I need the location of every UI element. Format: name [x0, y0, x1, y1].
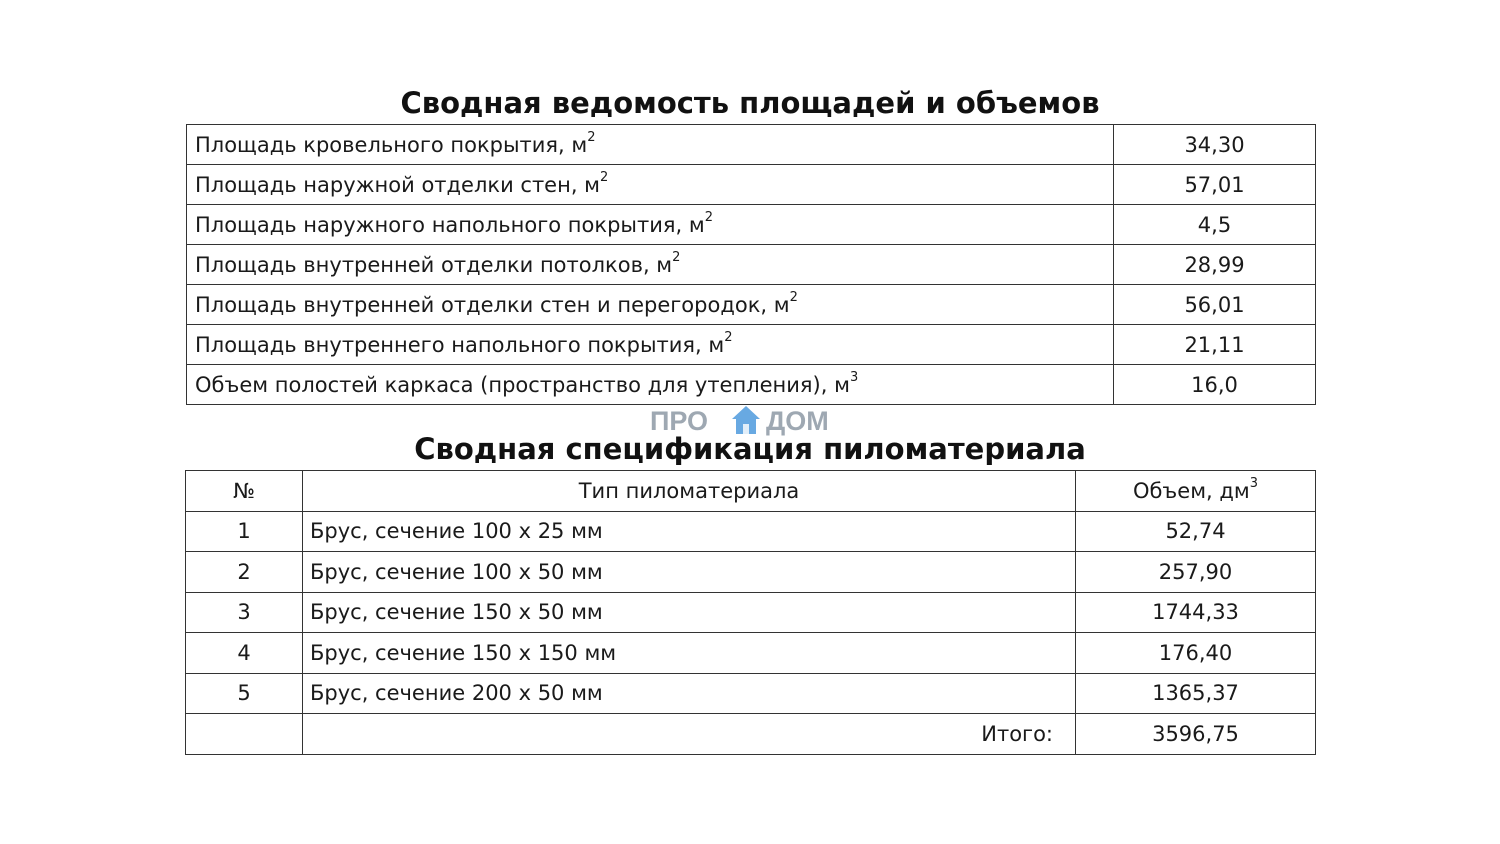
area-value: 4,5: [1114, 205, 1316, 245]
unit-power: 2: [704, 209, 713, 225]
table-row: [186, 552, 1316, 593]
table-row: [187, 125, 1316, 165]
area-value: 34,30: [1114, 125, 1316, 165]
table-total-row: [186, 714, 1316, 755]
table-row: [186, 673, 1316, 714]
lumber-volume: 1744,33: [1076, 592, 1316, 633]
unit-power: 2: [587, 129, 596, 145]
area-label: Площадь наружной отделки стен, $м^2$: [187, 165, 1114, 205]
table-row: [186, 511, 1316, 552]
area-label: Площадь внутренней отделки стен и перегородок, $м^2$: [187, 285, 1114, 325]
unit-power: 2: [600, 169, 609, 185]
watermark-left-text: ПРО: [650, 406, 709, 436]
unit-power: 2: [672, 249, 681, 265]
table-row: [187, 285, 1316, 325]
table-header-row: [186, 471, 1316, 512]
area-label: Площадь наружного напольного покрытия, $м^2$: [187, 205, 1114, 245]
empty-cell: [186, 714, 303, 755]
lumber-type: Брус, сечение 200 х 50 мм: [303, 673, 1076, 714]
area-value: 28,99: [1114, 245, 1316, 285]
table-row: [187, 165, 1316, 205]
header-type: Тип пиломатериала: [303, 471, 1076, 512]
total-value: 3596,75: [1076, 714, 1316, 755]
unit-power: 2: [789, 289, 798, 305]
lumber-volume: 176,40: [1076, 633, 1316, 674]
area-label: Площадь внутренней отделки потолков, $м^2$: [187, 245, 1114, 285]
lumber-type: Брус, сечение 100 х 25 мм: [303, 511, 1076, 552]
lumber-type: Брус, сечение 100 х 50 мм: [303, 552, 1076, 593]
lumber-title: Сводная спецификация пиломатериала: [414, 432, 1086, 466]
table-row: [186, 592, 1316, 633]
unit-power: 2: [724, 329, 733, 345]
unit-power: 3: [1249, 475, 1259, 491]
total-label: Итого:: [303, 714, 1076, 755]
table-row: [187, 245, 1316, 285]
row-num: 5: [186, 673, 303, 714]
area-label: Площадь внутреннего напольного покрытия, $м^2$: [187, 325, 1114, 365]
table-row: [186, 633, 1316, 674]
unit-power: 3: [849, 369, 859, 385]
table-row: [187, 205, 1316, 245]
area-value: 16,0: [1114, 365, 1316, 405]
table-row: [187, 365, 1316, 405]
area-label: Объем полостей каркаса (пространство для утепления), $м^3$: [187, 365, 1114, 405]
area-value: 21,11: [1114, 325, 1316, 365]
header-volume: Объем, $дм^3$: [1076, 471, 1316, 512]
areas-table: [186, 124, 1316, 405]
lumber-volume: 1365,37: [1076, 673, 1316, 714]
row-num: 1: [186, 511, 303, 552]
lumber-volume: 257,90: [1076, 552, 1316, 593]
areas-title: Сводная ведомость площадей и объемов: [400, 86, 1100, 120]
watermark-right-text: ДОМ: [766, 406, 829, 436]
lumber-type: Брус, сечение 150 х 150 мм: [303, 633, 1076, 674]
area-value: 57,01: [1114, 165, 1316, 205]
lumber-table: [185, 470, 1316, 755]
area-value: 56,01: [1114, 285, 1316, 325]
row-num: 3: [186, 592, 303, 633]
area-label: Площадь кровельного покрытия, $м^2$: [187, 125, 1114, 165]
row-num: 2: [186, 552, 303, 593]
table-row: [187, 325, 1316, 365]
lumber-type: Брус, сечение 150 х 50 мм: [303, 592, 1076, 633]
row-num: 4: [186, 633, 303, 674]
lumber-volume: 52,74: [1076, 511, 1316, 552]
header-num: №: [186, 471, 303, 512]
